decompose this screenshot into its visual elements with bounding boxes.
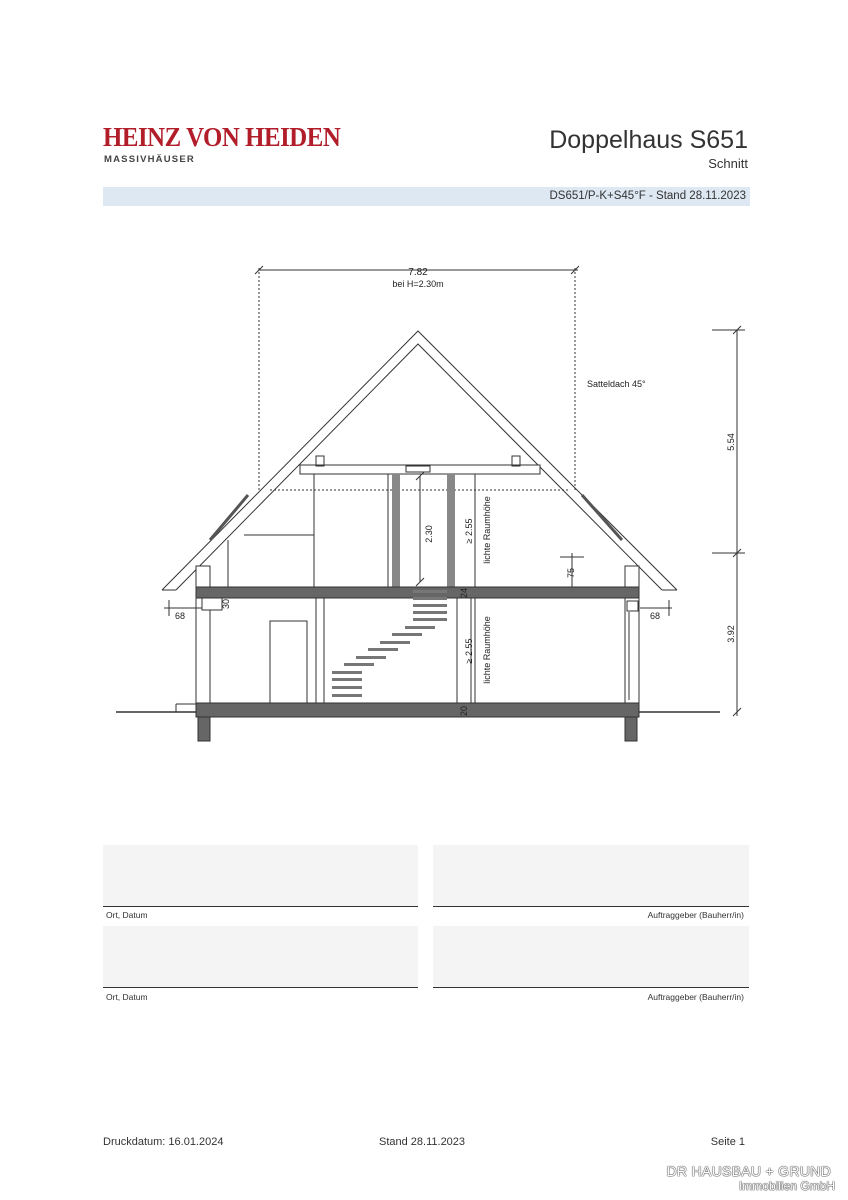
page-subtitle: Schnitt [708,156,748,171]
floor-slab-dim: 20 [459,705,469,717]
signature-label-place-date-1: Ort, Datum [106,910,148,920]
clear-height-upper: 2.30 [424,525,434,543]
door [270,621,307,703]
status-date: Stand 28.11.2023 [379,1136,466,1148]
ceiling-thickness-dim: 24 [459,587,469,599]
width-note: bei H=2.30m [392,279,444,289]
roof-type-label: Satteldach 45° [587,379,646,389]
room-height-lower: ≥ 2.55 [464,638,474,664]
signature-field-place-date-1[interactable] [103,845,418,907]
signature-label-client-2: Auftraggeber (Bauherr/in) [647,992,744,1002]
level-30-dim: 30 [221,598,231,610]
eave-right-dim: 68 [649,611,661,621]
room-height-upper: ≥ 2.55 [464,518,474,544]
room-height-label-upper: lichte Raumhöhe [482,496,492,564]
height-upper-dim: 5.54 [726,433,736,451]
page-title: Doppelhaus S651 [549,126,748,154]
room-height-label-lower: lichte Raumhöhe [482,616,492,684]
eave-left-dim: 68 [174,611,186,621]
signature-field-client-1[interactable] [433,845,749,907]
height-lower-dim: 3.92 [726,625,736,643]
reference-code: DS651/P-K+S45°F - Stand 28.11.2023 [549,190,746,202]
company-logo-subtitle: MASSIVHÄUSER [104,154,195,165]
watermark-line-1: DR HAUSBAU + GRUND [666,1163,831,1179]
staircase [332,590,447,697]
signature-field-client-2[interactable] [433,926,749,988]
print-date: Druckdatum: 16.01.2024 [103,1136,224,1148]
width-dimension: 7.82 [408,267,428,278]
signature-field-place-date-2[interactable] [103,926,418,988]
company-logo: HEINZ VON HEIDEN [103,122,341,152]
watermark-line-2: Immobilien GmbH [738,1179,835,1193]
signature-label-place-date-2: Ort, Datum [106,992,148,1002]
page-number: Seite 1 [710,1136,745,1148]
signature-label-client-1: Auftraggeber (Bauherr/in) [647,910,744,920]
knee-wall-dim: 75 [566,567,576,579]
floor-slab [196,703,639,717]
